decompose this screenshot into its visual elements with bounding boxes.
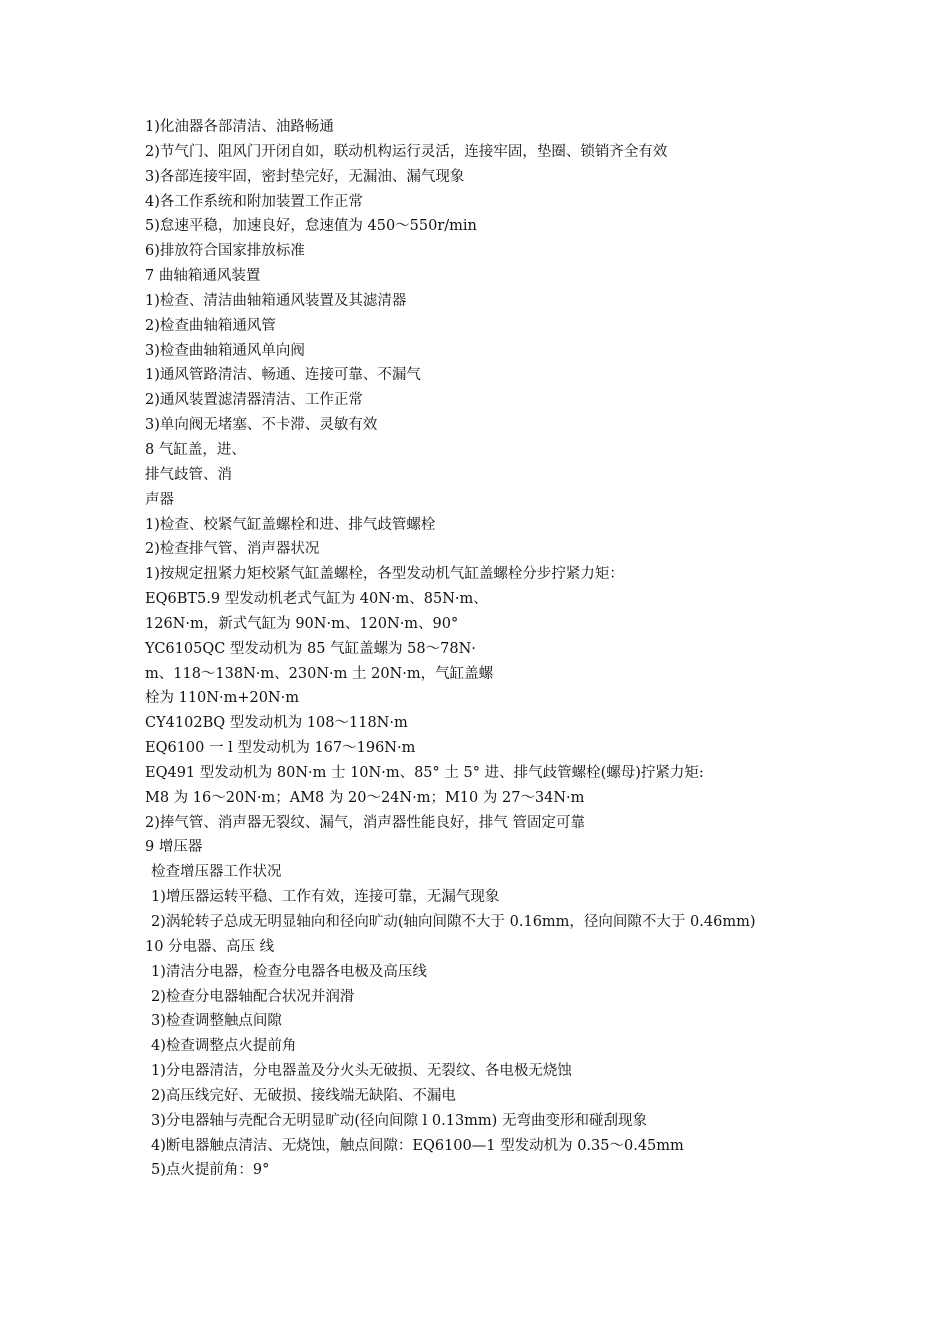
text-line: 检查增压器工作状况 <box>151 864 282 881</box>
text-line: 1)按规定扭紧力矩校紧气缸盖螺栓，各型发动机气缸盖螺栓分步拧紧力矩： <box>145 566 624 583</box>
text-line: 2)涡轮转子总成无明显轴向和径向旷动(轴向间隙不大于 0.16mm，径向间隙不大于 0.46mm) <box>151 914 756 930</box>
text-line: 1)分电器清洁，分电器盖及分火头无破损、无裂纹、各电极无烧蚀 <box>151 1063 572 1080</box>
text-line: 排气歧管、消 <box>145 466 232 483</box>
text-line: 5)点火提前角：9° <box>151 1162 270 1179</box>
text-line: CY4102BQ 型发动机为 108～118N·m <box>145 715 408 732</box>
text-line: 3)检查调整触点间隙 <box>151 1013 282 1030</box>
text-line: EQ491 型发动机为 80N·m 士 10N·m、85° 土 5° 进、排气歧管螺栓(螺母)拧紧力矩: <box>145 764 704 781</box>
text-line: 3)各部连接牢固，密封垫完好，无漏油、漏气现象 <box>145 168 465 185</box>
text-line: 6)排放符合国家排放标准 <box>145 243 305 260</box>
text-line: M8 为 16～20N·m；AM8 为 20～24N·m；M10 为 27～34N·m <box>145 789 585 806</box>
text-line: EQ6BT5.9 型发动机老式气缸为 40N·m、85N·m、 <box>145 591 488 608</box>
document-body <box>145 115 925 1183</box>
text-line: 3)单向阀无堵塞、不卡滞、灵敏有效 <box>145 417 378 434</box>
text-line: 2)检查曲轴箱通风管 <box>145 317 276 334</box>
text-line: EQ6100 一 l 型发动机为 167～196N·m <box>145 740 416 757</box>
text-line: 4)断电器触点清洁、无烧蚀，触点间隙：EQ6100—1 型发动机为 0.35～0.45mm <box>151 1137 684 1154</box>
text-line: 9 增压器 <box>145 839 203 856</box>
text-line: 4)检查调整点火提前角 <box>151 1038 297 1055</box>
text-line: 栓为 110N·m+20N·m <box>145 690 299 707</box>
text-line: 1)通风管路清洁、畅通、连接可靠、不漏气 <box>145 367 421 384</box>
text-line: 3)检查曲轴箱通风单向阀 <box>145 342 305 359</box>
text-line: 1)检查、清洁曲轴箱通风装置及其滤清器 <box>145 292 407 309</box>
text-line: 1)检查、校紧气缸盖螺栓和进、排气歧管螺栓 <box>145 516 436 533</box>
text-line: 2)节气门、阻风门开闭自如，联动机构运行灵活，连接牢固，垫圈、锁销齐全有效 <box>145 143 668 160</box>
text-line: 2)捧气管、消声器无裂纹、漏气，消声器性能良好，排气 管固定可靠 <box>145 814 585 831</box>
text-line: 声器 <box>145 491 174 508</box>
text-line: 10 分电器、高压 线 <box>145 938 275 955</box>
text-line: 2)高压线完好、无破损、接线端无缺陷、不漏电 <box>151 1087 456 1104</box>
text-line: 8 气缸盖，进、 <box>145 441 246 458</box>
text-line: YC6105QC 型发动机为 85 气缸盖螺为 58～78N· <box>145 640 476 657</box>
text-line: 7 曲轴箱通风装置 <box>145 268 261 285</box>
text-line: 2)检查分电器轴配合状况并润滑 <box>151 988 355 1005</box>
text-line: 2)通风装置滤清器清洁、工作正常 <box>145 392 363 409</box>
text-line: 5)怠速平稳，加速良好，怠速值为 450～550r/min <box>145 218 477 235</box>
text-line: 2)检查排气管、消声器状况 <box>145 541 320 558</box>
text-line: m、118～138N·m、230N·m 土 20N·m，气缸盖螺 <box>145 665 494 682</box>
text-line: 126N·m，新式气缸为 90N·m、120N·m、90° <box>145 615 459 632</box>
text-line: 1)化油器各部清洁、油路畅通 <box>145 119 334 135</box>
text-line: 3)分电器轴与壳配合无明显旷动(径向间隙 l 0.13mm) 无弯曲变形和碰刮现象 <box>151 1112 647 1129</box>
text-line: 4)各工作系统和附加装置工作正常 <box>145 193 363 210</box>
text-line: 1)清洁分电器，检查分电器各电极及高压线 <box>151 963 427 980</box>
text-line: 1)增压器运转平稳、工作有效，连接可靠，无漏气现象 <box>151 889 500 906</box>
